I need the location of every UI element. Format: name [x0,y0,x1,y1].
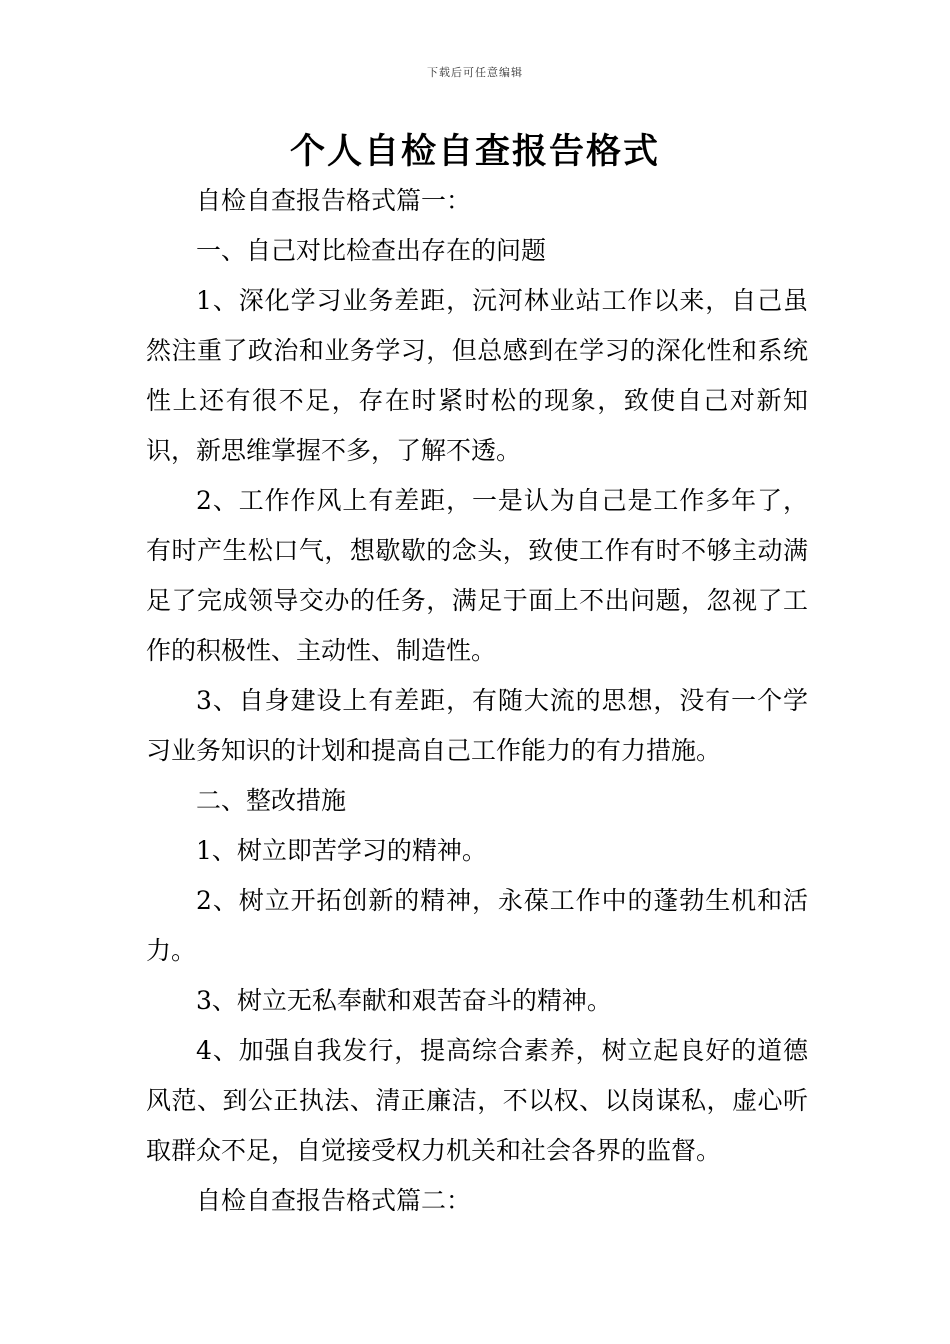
paragraph-measure-2: 2、树立开拓创新的精神，永葆工作中的蓬勃生机和活力。 [146,886,808,965]
document-body [146,176,808,1226]
section-heading-part-one: 自检自查报告格式篇一： [196,186,472,215]
paragraph-problem-2: 2、工作作风上有差距，一是认为自己是工作多年了，有时产生松口气，想歇歇的念头，致使工作有时不够主动满足了完成领导交办的任务，满足于面上不出问题，忽视了工作的积极性、主动性、制造性。 [146,486,808,665]
subheading-problems: 一、自己对比检查出存在的问题 [196,236,547,265]
paragraph-problem-1: 1、深化学习业务差距，沅河林业站工作以来，自己虽然注重了政治和业务学习，但总感到在学习的深化性和系统性上还有很不足，存在时紧时松的现象，致使自己对新知识，新思维掌握不多，了解不透。 [146,286,808,465]
paragraph-problem-3: 3、自身建设上有差距，有随大流的思想，没有一个学习业务知识的计划和提高自己工作能力的有力措施。 [146,686,808,765]
paragraph-measure-1: 1、树立即苦学习的精神。 [196,836,487,865]
section-heading-part-two: 自检自查报告格式篇二： [196,1186,472,1215]
page-header: 下载后可任意编辑 [427,66,523,79]
paragraph-measure-3: 3、树立无私奉献和艰苦奋斗的精神。 [196,986,612,1015]
paragraph-measure-4: 4、加强自我发行，提高综合素养，树立起良好的道德风范、到公正执法、清正廉洁，不以权、以岗谋私，虚心听取群众不足，自觉接受权力机关和社会各界的监督。 [146,1036,808,1165]
document-title: 个人自检自查报告格式 [289,132,660,172]
subheading-measures: 二、整改措施 [196,786,347,815]
